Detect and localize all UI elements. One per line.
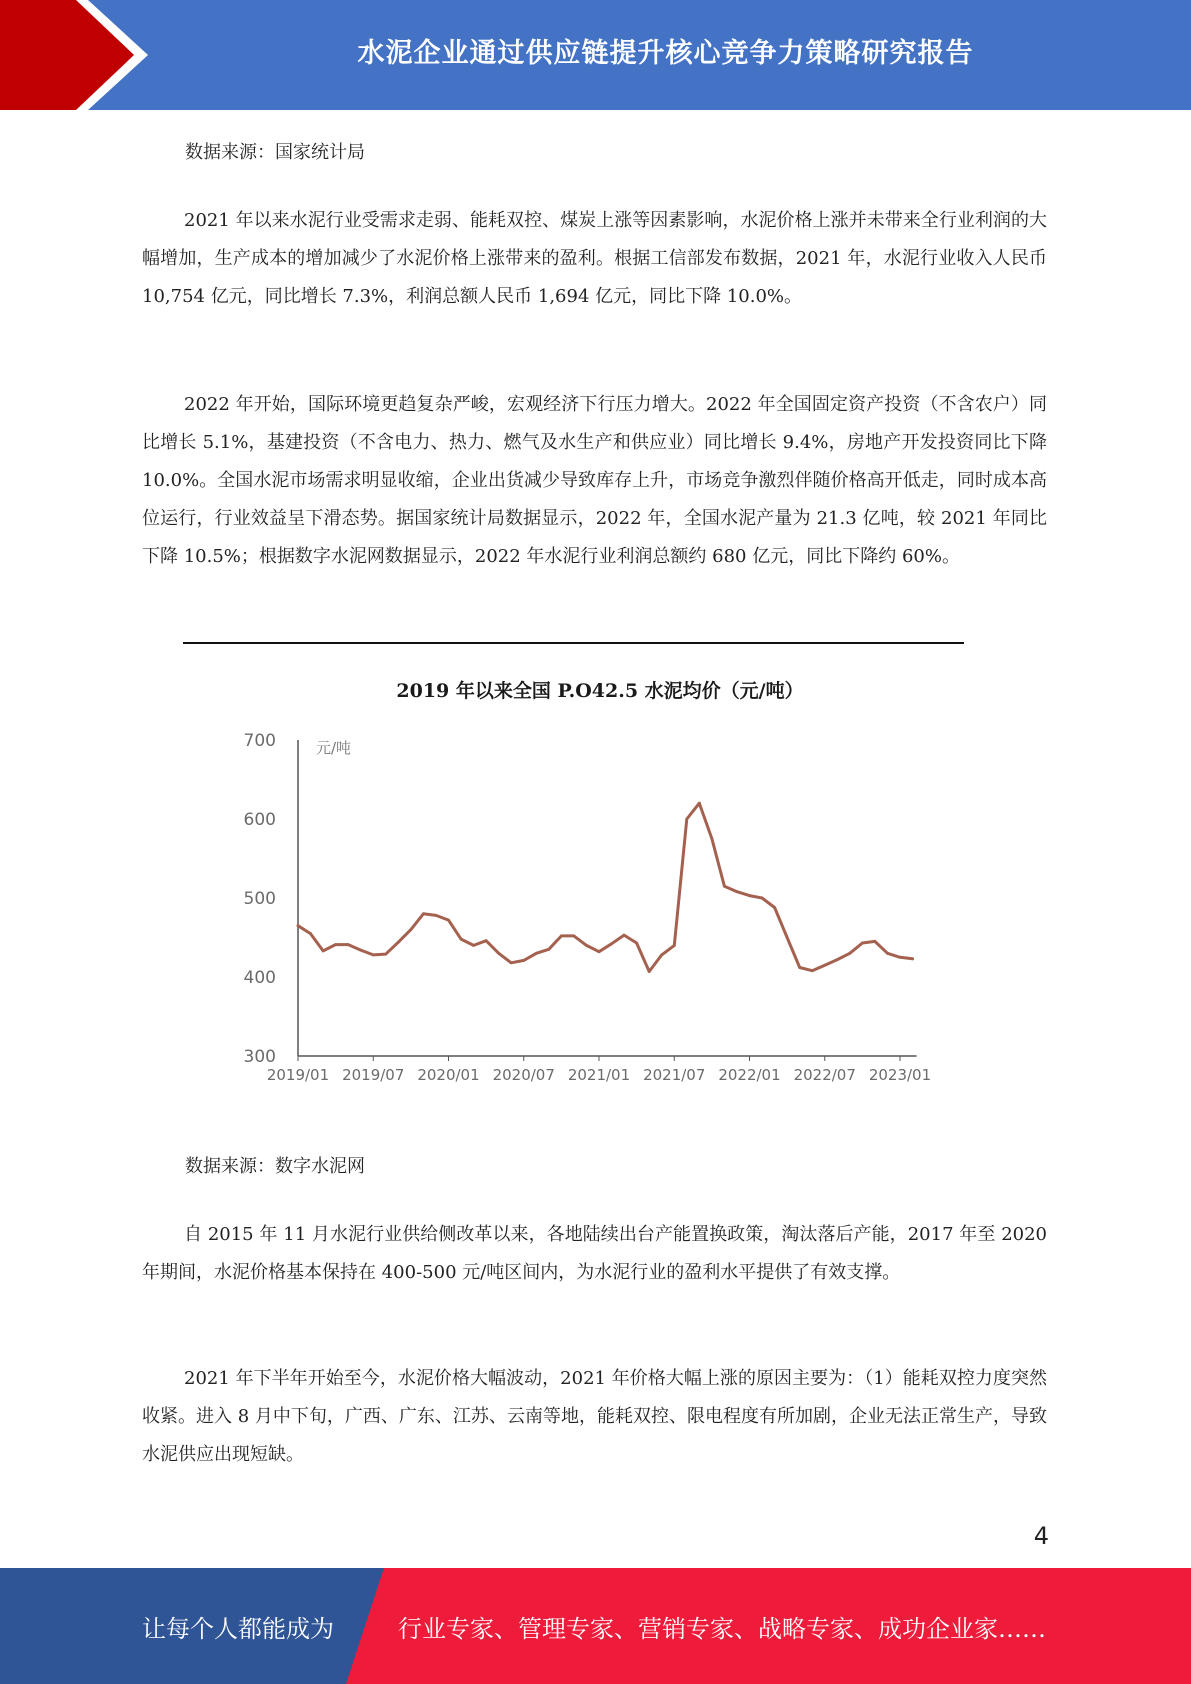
- y-tick-label: 600: [243, 810, 276, 830]
- data-point: [748, 894, 751, 897]
- x-tick-label: 2022/01: [718, 1066, 781, 1084]
- data-point: [372, 953, 375, 956]
- data-point: [560, 935, 563, 938]
- y-tick-label: 700: [243, 731, 276, 751]
- footer-banner: [0, 1568, 1191, 1684]
- data-point: [911, 957, 914, 960]
- data-point: [899, 956, 902, 959]
- x-tick-label: 2023/01: [868, 1066, 932, 1084]
- data-point: [823, 964, 826, 967]
- y-tick-label: 500: [243, 889, 276, 909]
- data-point: [435, 914, 438, 917]
- divider-line: [183, 642, 964, 644]
- data-point: [547, 948, 550, 951]
- x-tick-label: 2019/07: [342, 1066, 405, 1084]
- x-tick-label: 2020/01: [417, 1066, 480, 1084]
- page-number: 4: [1033, 1522, 1049, 1550]
- x-tick-label: 2019/01: [266, 1066, 330, 1084]
- data-point: [811, 969, 814, 972]
- data-point: [384, 953, 387, 956]
- data-point: [472, 944, 475, 947]
- data-point: [522, 959, 525, 962]
- data-point: [761, 897, 764, 900]
- x-tick-label: 2021/07: [643, 1066, 706, 1084]
- data-point: [648, 970, 651, 973]
- data-point: [698, 802, 701, 805]
- data-point: [861, 942, 864, 945]
- data-point: [886, 952, 889, 955]
- data-point: [397, 941, 400, 944]
- data-point: [573, 935, 576, 938]
- data-point: [673, 944, 676, 947]
- data-point: [447, 919, 450, 922]
- x-tick-label: 2020/07: [492, 1066, 555, 1084]
- x-tick-label: 2021/01: [567, 1066, 631, 1084]
- data-point: [848, 952, 851, 955]
- footer-slogan-right: 行业专家、管理专家、营销专家、战略专家、成功企业家……: [398, 1614, 1046, 1643]
- data-point: [736, 890, 739, 893]
- data-point: [510, 961, 513, 964]
- footer-slogan-left: 让每个人都能成为: [142, 1614, 334, 1643]
- header-banner: [0, 0, 1191, 110]
- red-arrow-icon: [0, 0, 160, 110]
- data-point: [535, 952, 538, 955]
- data-point: [623, 934, 626, 937]
- paragraph-2: 2022 年开始，国际环境更趋复杂严峻，宏观经济下行压力增大。2022 年全国固定资产投资（不含农户）同比增长 5.1%，基建投资（不含电力、热力、燃气及水生产和供应业）同比增长 9.4%，房地产开发投资同比下降 10.0%。全国水泥市场需求明显收缩，企业出货减少导致库存上升，市场竞争激烈伴随价格高开低走，同时成本高位运行，行业效益呈下滑态势。据国家统计局数据显示，2022 年，全国水泥产量为 21.3 亿吨，较 2021 年同比下降 10.5%；根据数字水泥网数据显示，2022 年水泥行业利润总额约 680 亿元，同比下降约 60%。: [142, 394, 1047, 567]
- data-point: [460, 938, 463, 941]
- data-source-top: 数据来源：国家统计局: [185, 142, 365, 163]
- data-point: [798, 966, 801, 969]
- price-line-chart: [230, 716, 950, 1086]
- data-point: [660, 953, 663, 956]
- paragraph-3: 自 2015 年 11 月水泥行业供给侧改革以来，各地陆续出台产能置换政策，淘汰落后产能，2017 年至 2020 年期间，水泥价格基本保持在 400-500 元/吨区间内，为水泥行业的盈利水平提供了有效支撑。: [142, 1224, 1047, 1283]
- chart-title: 2019 年以来全国 P.O42.5 水泥均价（元/吨）: [396, 680, 804, 702]
- y-tick-label: 300: [243, 1047, 276, 1067]
- data-point: [786, 936, 789, 939]
- data-point: [309, 932, 312, 935]
- data-point: [422, 912, 425, 915]
- data-point: [723, 885, 726, 888]
- data-point: [836, 958, 839, 961]
- data-point: [485, 939, 488, 942]
- data-point: [710, 837, 713, 840]
- x-tick-label: 2022/07: [793, 1066, 856, 1084]
- data-source-bottom: 数据来源：数字水泥网: [185, 1156, 365, 1177]
- report-title: 水泥企业通过供应链提升核心竞争力策略研究报告: [357, 37, 974, 69]
- data-point: [685, 818, 688, 821]
- paragraph-4: 2021 年下半年开始至今，水泥价格大幅波动，2021 年价格大幅上涨的原因主要为：（1）能耗双控力度突然收紧。进入 8 月中下旬，广西、广东、江苏、云南等地，能耗双控、限电程度有所加剧，企业无法正常生产，导致水泥供应出现短缺。: [142, 1368, 1047, 1465]
- data-point: [635, 942, 638, 945]
- series-line-price: [298, 803, 913, 971]
- data-point: [359, 949, 362, 952]
- y-tick-label: 400: [243, 968, 276, 988]
- data-point: [409, 928, 412, 931]
- data-point: [497, 952, 500, 955]
- data-point: [610, 942, 613, 945]
- data-point: [322, 950, 325, 953]
- paragraph-1: 2021 年以来水泥行业受需求走弱、能耗双控、煤炭上涨等因素影响，水泥价格上涨并未带来全行业利润的大幅增加，生产成本的增加减少了水泥价格上涨带来的盈利。根据工信部发布数据，2021 年，水泥行业收入人民币 10,754 亿元，同比增长 7.3%，利润总额人民币 1,694 亿元，同比下降 10.0%。: [142, 210, 1047, 307]
- data-point: [297, 924, 300, 927]
- data-point: [773, 906, 776, 909]
- data-point: [585, 944, 588, 947]
- data-point: [347, 943, 350, 946]
- data-point: [874, 940, 877, 943]
- data-point: [598, 950, 601, 953]
- data-point: [334, 943, 337, 946]
- unit-label: 元/吨: [316, 739, 352, 757]
